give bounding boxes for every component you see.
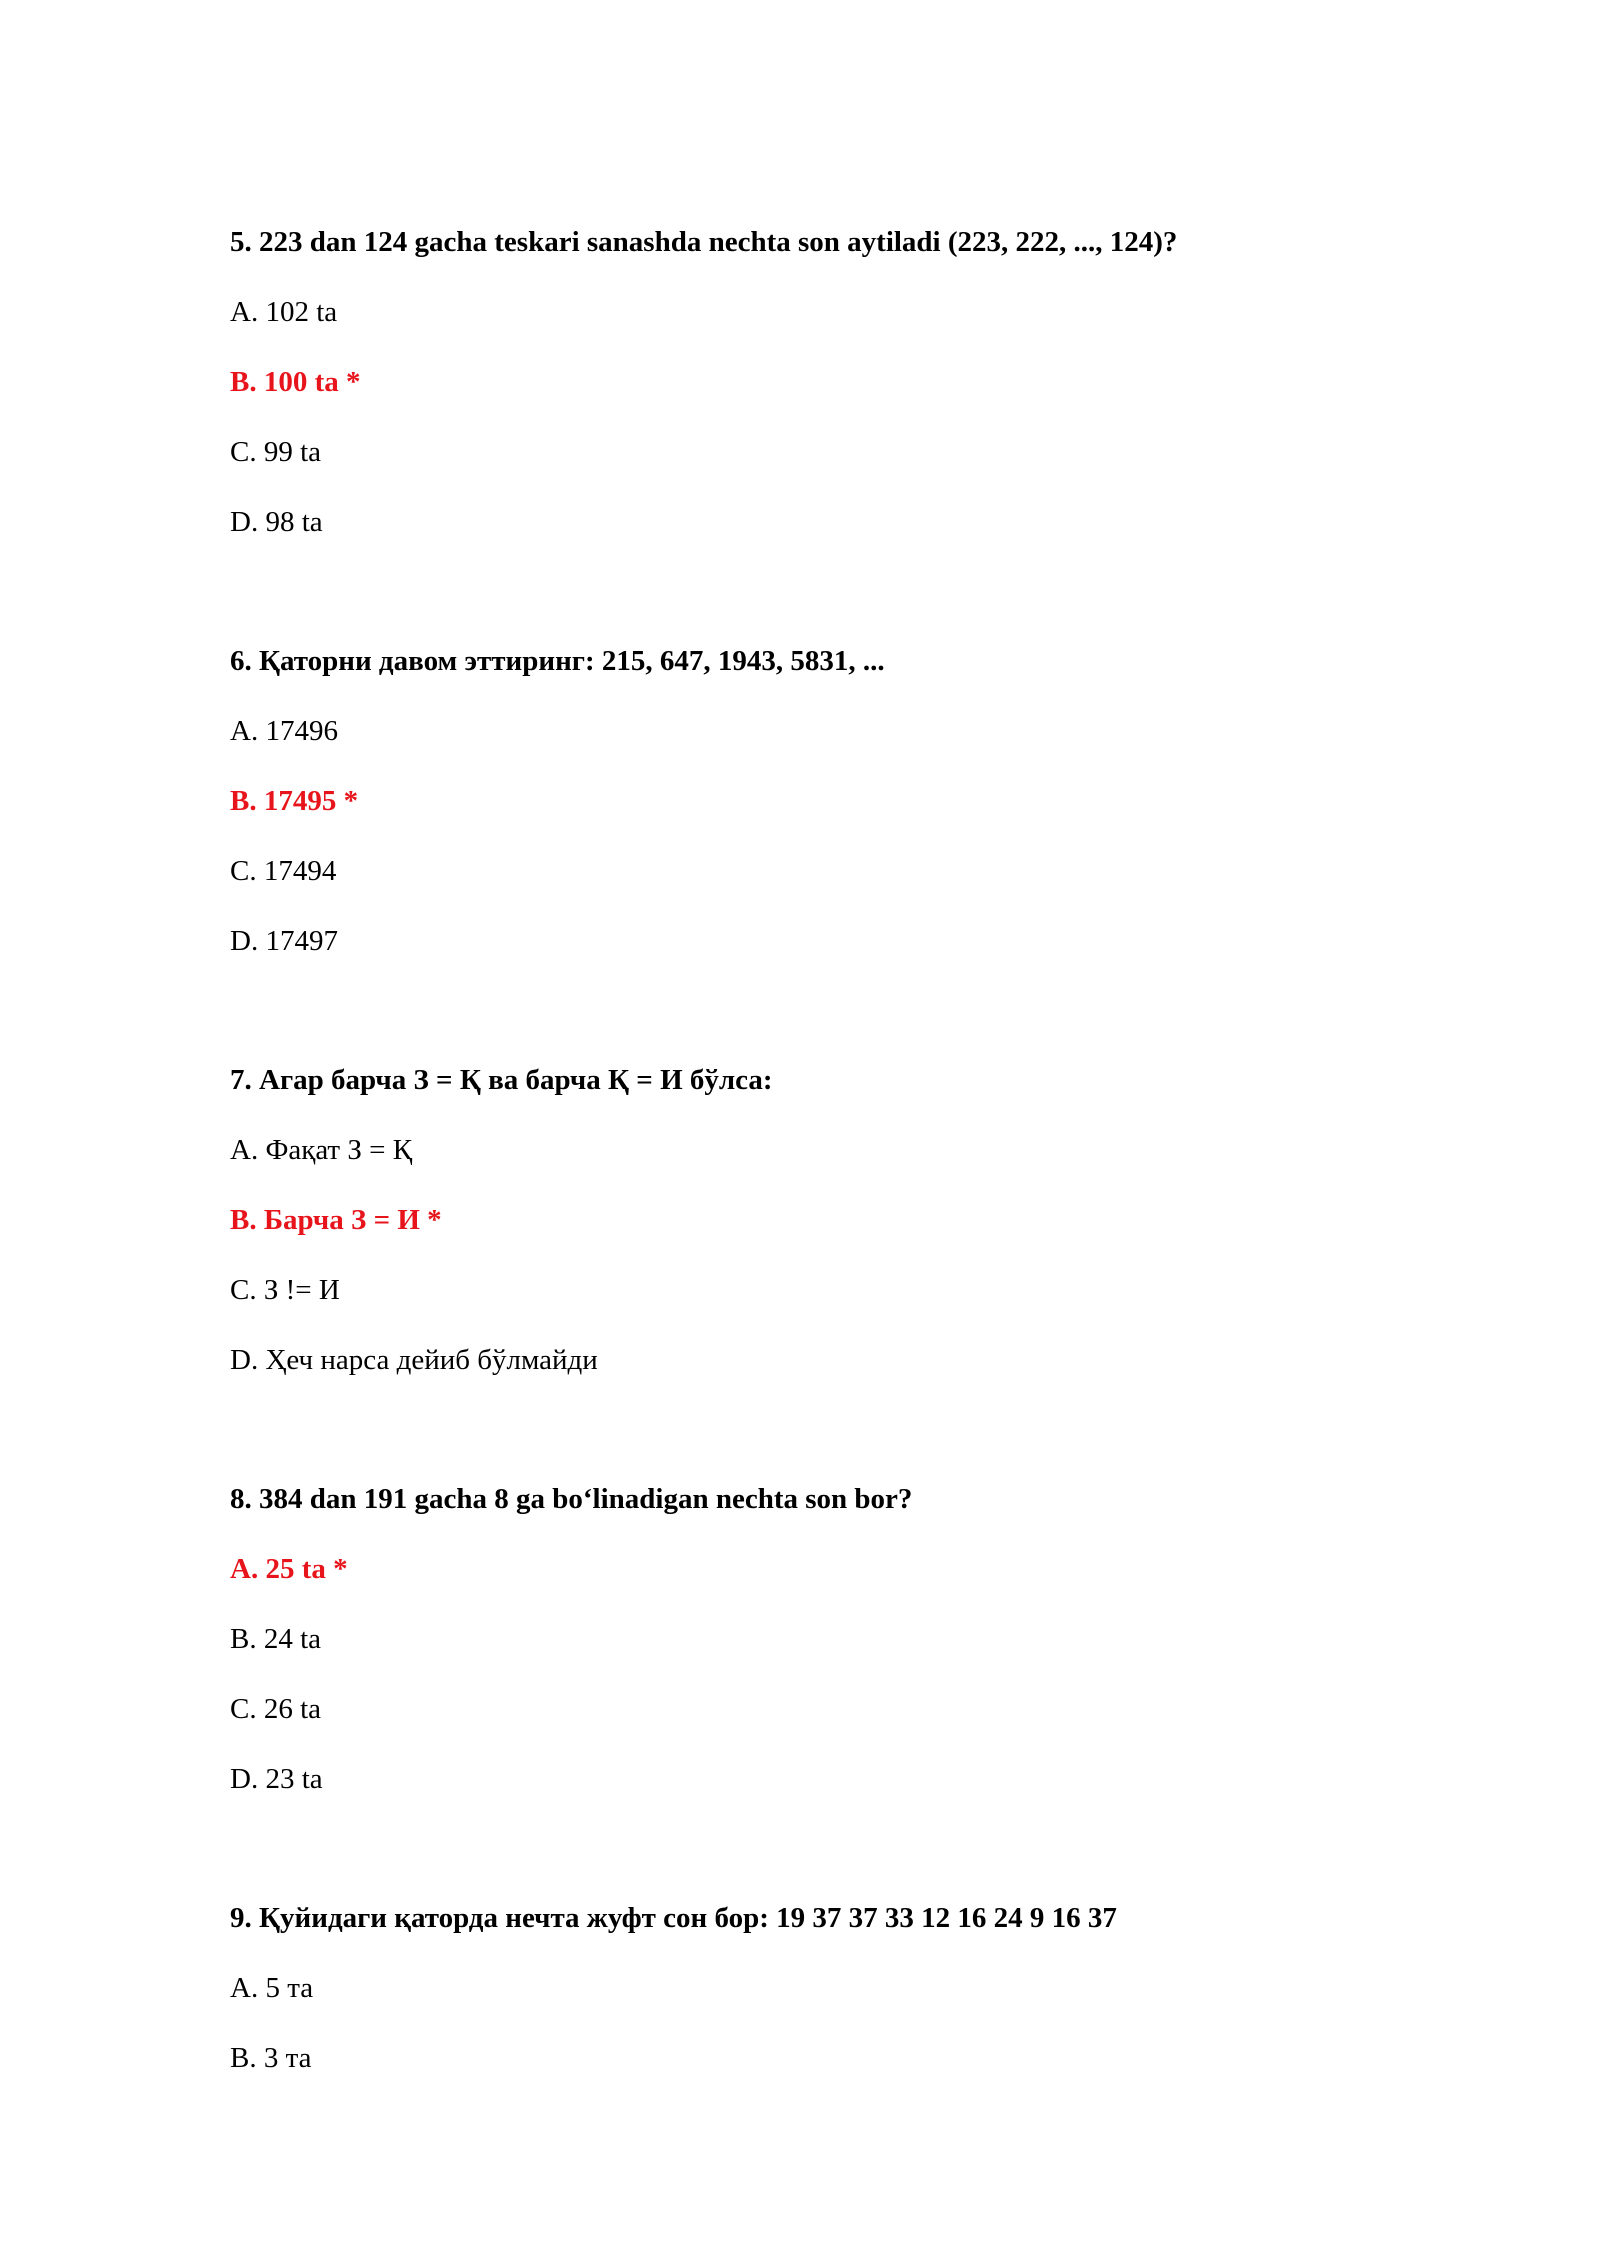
question-5 <box>230 224 1470 574</box>
question-8 <box>230 1481 1470 1831</box>
question-9 <box>230 1900 1470 2110</box>
question-6 <box>230 643 1470 993</box>
option-a: A. 102 ta <box>230 296 338 328</box>
option-d: D. Ҳеч нарса дейиб бўлмайди <box>230 1344 598 1376</box>
option-b: B. 24 ta <box>230 1623 322 1655</box>
question-title: 9. Қуйидаги қаторда нечта жуфт сон бор: 19 37 37 33 12 16 24 9 16 37 <box>230 1902 1117 1934</box>
option-c: C. 99 ta <box>230 436 322 468</box>
option-d: D. 98 ta <box>230 506 323 538</box>
option-b-correct: B. 17495 * <box>230 785 359 817</box>
option-a: A. 17496 <box>230 715 338 747</box>
question-title: 7. Агар барча З = Қ ва барча Қ = И бўлса: <box>230 1064 773 1096</box>
option-a: A. 5 та <box>230 1972 314 2004</box>
option-a: A. Фақат З = Қ <box>230 1134 413 1166</box>
question-title: 6. Қаторни давом эттиринг: 215, 647, 1943, 5831, ... <box>230 645 885 677</box>
option-b: B. 3 та <box>230 2042 312 2074</box>
option-b-correct: B. Барча З = И * <box>230 1204 442 1236</box>
option-b-correct: B. 100 ta * <box>230 366 361 398</box>
option-c: C. З != И <box>230 1274 340 1306</box>
question-title: 5. 223 dan 124 gacha teskari sanashda nechta son aytiladi (223, 222, ..., 124)? <box>230 226 1178 258</box>
option-c: C. 17494 <box>230 855 337 887</box>
option-d: D. 17497 <box>230 925 338 957</box>
question-title: 8. 384 dan 191 gacha 8 ga bo‘linadigan nechta son bor? <box>230 1483 913 1515</box>
question-7 <box>230 1062 1470 1412</box>
option-d: D. 23 ta <box>230 1763 323 1795</box>
option-a-correct: A. 25 ta * <box>230 1553 348 1585</box>
option-c: C. 26 ta <box>230 1693 322 1725</box>
